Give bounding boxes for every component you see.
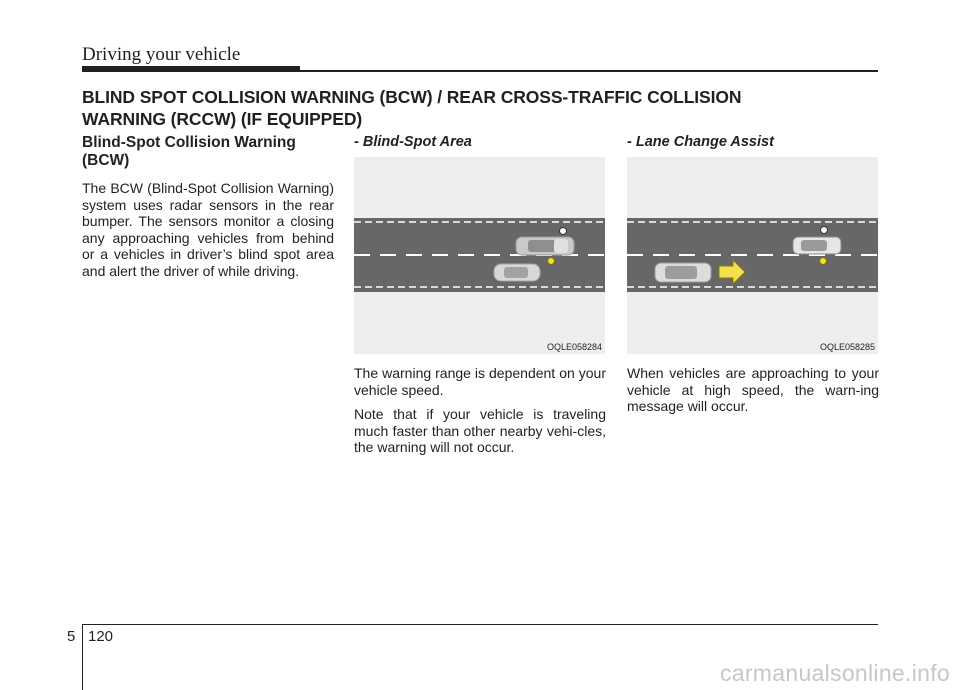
approaching-car (655, 263, 711, 282)
figure-blind-spot-area (354, 157, 605, 354)
speed-note-text: Note that if your vehicle is traveling much faster than other nearby vehi-cles, the warning will not occur. (354, 406, 606, 455)
header-rule-thick (82, 66, 300, 72)
subhead-line2: (BCW) (82, 152, 130, 169)
column-lane-change-assist (627, 133, 879, 423)
footer-rule (82, 624, 878, 625)
column-bcw-intro (82, 134, 334, 287)
sensor-indicator-front (821, 227, 828, 234)
figure-code: OQLE058285 (819, 342, 875, 352)
road-illustration-blind-spot (354, 157, 605, 354)
section-title-line1: BLIND SPOT COLLISION WARNING (BCW) / REAR CROSS-TRAFFIC COLLISION (82, 87, 742, 107)
section-title (82, 86, 872, 130)
warning-indicator (820, 258, 827, 265)
host-car (516, 237, 574, 255)
chapter-number: 5 (67, 628, 76, 645)
caption-lane-change-assist: - Lane Change Assist (627, 134, 774, 150)
header-title: Driving your vehicle (82, 44, 241, 65)
host-car (793, 237, 841, 254)
warning-range-text: The warning range is dependent on your vehicle speed. (354, 365, 606, 398)
page-number: 120 (88, 628, 114, 645)
footer-rule-vertical (82, 624, 83, 690)
figure-code: OQLE058284 (546, 342, 602, 352)
warning-indicator (548, 258, 555, 265)
sensor-indicator-front (560, 228, 567, 235)
lane-change-warning-text: When vehicles are approaching to your vehicle at high speed, the warn-ing message will occur. (627, 365, 879, 414)
subhead-line1: Blind-Spot Collision Warning (82, 134, 296, 151)
bcw-description: The BCW (Blind-Spot Collision Warning) system uses radar sensors in the rear bumper. The sensors monitor a closing any approaching vehicles from behind or a vehicles in driver’s blind spot area and alert the driver of while driving. (82, 180, 334, 279)
road-illustration-lane-change (627, 157, 878, 354)
header-rule-thin (300, 70, 878, 72)
watermark: carmanualsonline.info (719, 660, 950, 686)
column-blind-spot-area (354, 133, 606, 464)
figure-lane-change-assist (627, 157, 878, 354)
section-title-line2: WARNING (RCCW) (IF EQUIPPED) (82, 109, 363, 129)
caption-blind-spot-area: - Blind-Spot Area (354, 134, 472, 150)
approaching-car (494, 264, 540, 281)
subhead-bcw (82, 134, 334, 170)
